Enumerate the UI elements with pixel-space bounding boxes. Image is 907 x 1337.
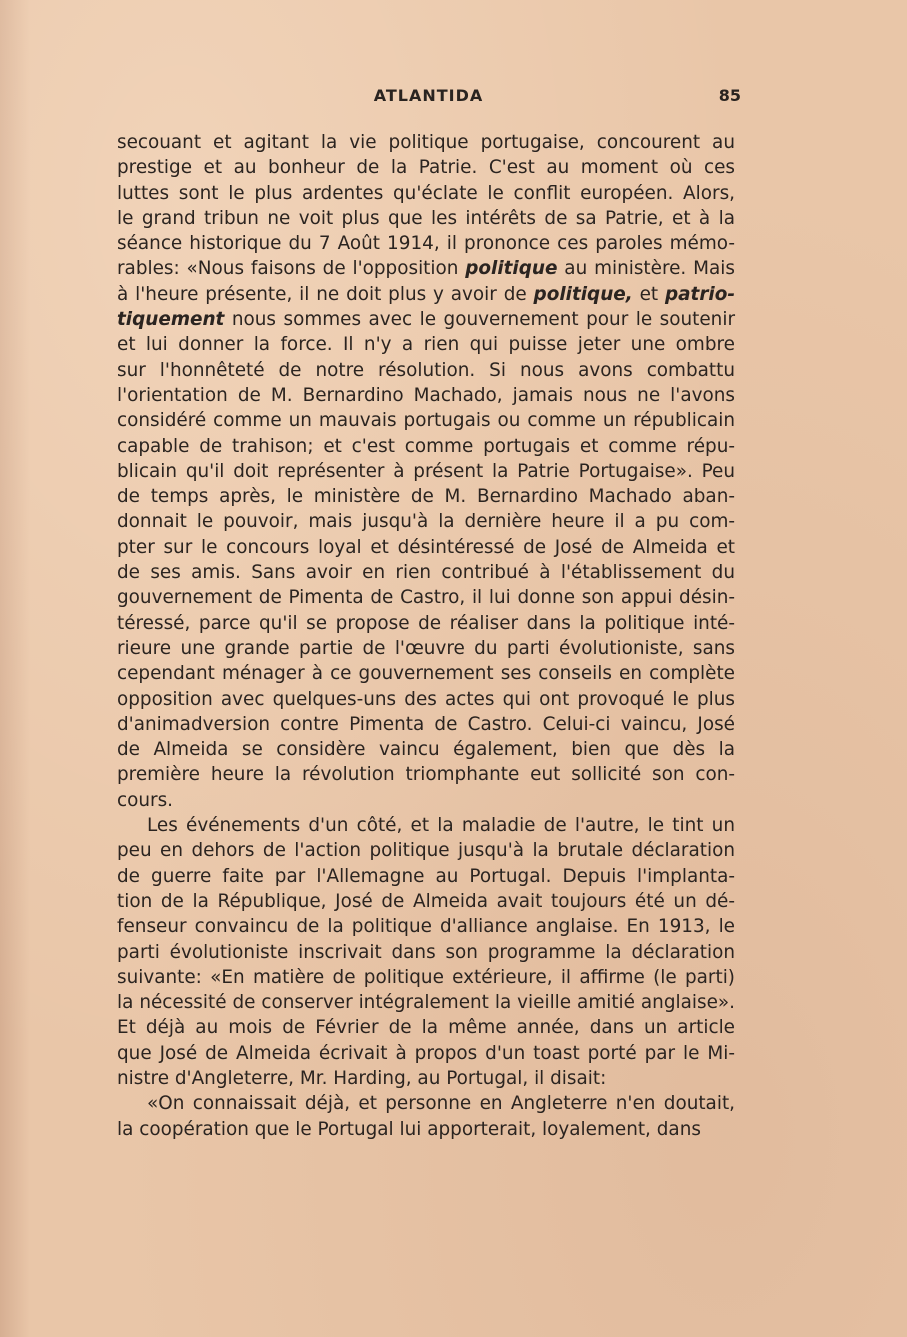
text-line: l'orientation de M. Bernardino Machado, jamais nous ne l'avons xyxy=(117,384,735,406)
running-title: ATLANTIDA xyxy=(373,86,484,105)
page-number: 85 xyxy=(718,86,741,105)
text-line: séance historique du 7 Août 1914, il prononce ces paroles mémo- xyxy=(117,233,735,255)
text-line: téressé, parce qu'il se propose de réaliser dans la politique inté- xyxy=(117,612,735,634)
text-line: cependant ménager à ce gouvernement ses conseils en complète xyxy=(117,663,735,685)
text-line: secouant et agitant la vie politique portugaise, concourent au xyxy=(117,132,735,153)
text-line: donnait le pouvoir, mais jusqu'à la dernière heure il a pu com- xyxy=(117,511,735,533)
running-header xyxy=(116,86,741,110)
text-line: opposition avec quelques-uns des actes qui ont provoqué le plus xyxy=(117,688,735,710)
text-line: de guerre faite par l'Allemagne au Portugal. Depuis l'implanta- xyxy=(117,865,735,887)
paragraph-2 xyxy=(117,813,735,1091)
text-line: prestige et au bonheur de la Patrie. C'est au moment où ces xyxy=(117,157,735,179)
text-line: Et déjà au mois de Février de la même année, dans un article xyxy=(117,1017,735,1039)
body-text xyxy=(117,130,735,1142)
text-line: de Almeida se considère vaincu également, bien que dès la xyxy=(117,739,735,761)
text-line: pter sur le concours loyal et désintéressé de José de Almeida et xyxy=(117,536,735,558)
text-line: capable de trahison; et c'est comme portugais et comme répu- xyxy=(117,435,735,457)
text-line: cours. xyxy=(117,789,174,811)
text-line: luttes sont le plus ardentes qu'éclate le conflit européen. Alors, xyxy=(117,182,735,204)
text-line: à l'heure présente, il ne doit plus y avoir de politique, et patrio- xyxy=(117,283,735,305)
text-line: suivante: «En matière de politique extérieure, il affirme (le parti) xyxy=(117,966,735,988)
text-line: rables: «Nous faisons de l'opposition politique au ministère. Mais xyxy=(117,258,735,280)
text-line: de ses amis. Sans avoir en rien contribué à l'établissement du xyxy=(117,562,735,584)
text-line: nistre d'Angleterre, Mr. Harding, au Portugal, il disait: xyxy=(117,1067,607,1089)
text-line: première heure la révolution triomphante eut sollicité son con- xyxy=(117,764,735,786)
text-line: gouvernement de Pimenta de Castro, il lui donne son appui désin- xyxy=(117,587,735,609)
paragraph-1 xyxy=(117,130,735,813)
text-line: parti évolutioniste inscrivait dans son programme la déclaration xyxy=(117,941,735,963)
text-line: fenseur convaincu de la politique d'alliance anglaise. En 1913, le xyxy=(117,916,735,938)
text-line: et lui donner la force. Il n'y a rien qui puisse jeter une ombre xyxy=(117,334,735,356)
text-line: Les événements d'un côté, et la maladie de l'autre, le tint un xyxy=(147,815,735,837)
text-line: la coopération que le Portugal lui apporterait, loyalement, dans xyxy=(117,1118,701,1140)
text-line: d'animadversion contre Pimenta de Castro. Celui-ci vaincu, José xyxy=(117,713,735,735)
text-line: la nécessité de conserver intégralement la vieille amitié anglaise». xyxy=(117,992,735,1014)
text-line: tiquement nous sommes avec le gouvernement pour le soutenir xyxy=(117,309,736,331)
text-line: le grand tribun ne voit plus que les intérêts de sa Patrie, et à la xyxy=(117,207,735,229)
text-line: considéré comme un mauvais portugais ou comme un républicain xyxy=(117,410,735,432)
text-line: de temps après, le ministère de M. Bernardino Machado aban- xyxy=(117,486,735,508)
text-line: peu en dehors de l'action politique jusqu'à la brutale déclaration xyxy=(117,840,735,862)
text-line: rieure une grande partie de l'œuvre du parti évolutioniste, sans xyxy=(117,637,735,659)
text-line: tion de la République, José de Almeida avait toujours été un dé- xyxy=(117,890,735,912)
text-line: sur l'honnêteté de notre résolution. Si nous avons combattu xyxy=(117,359,735,381)
paragraph-3 xyxy=(117,1091,735,1142)
text-line: blicain qu'il doit représenter à présent la Patrie Portugaise». Peu xyxy=(117,460,735,482)
text-line: «On connaissait déjà, et personne en Angleterre n'en doutait, xyxy=(147,1093,735,1115)
text-line: que José de Almeida écrivait à propos d'un toast porté par le Mi- xyxy=(117,1042,735,1064)
